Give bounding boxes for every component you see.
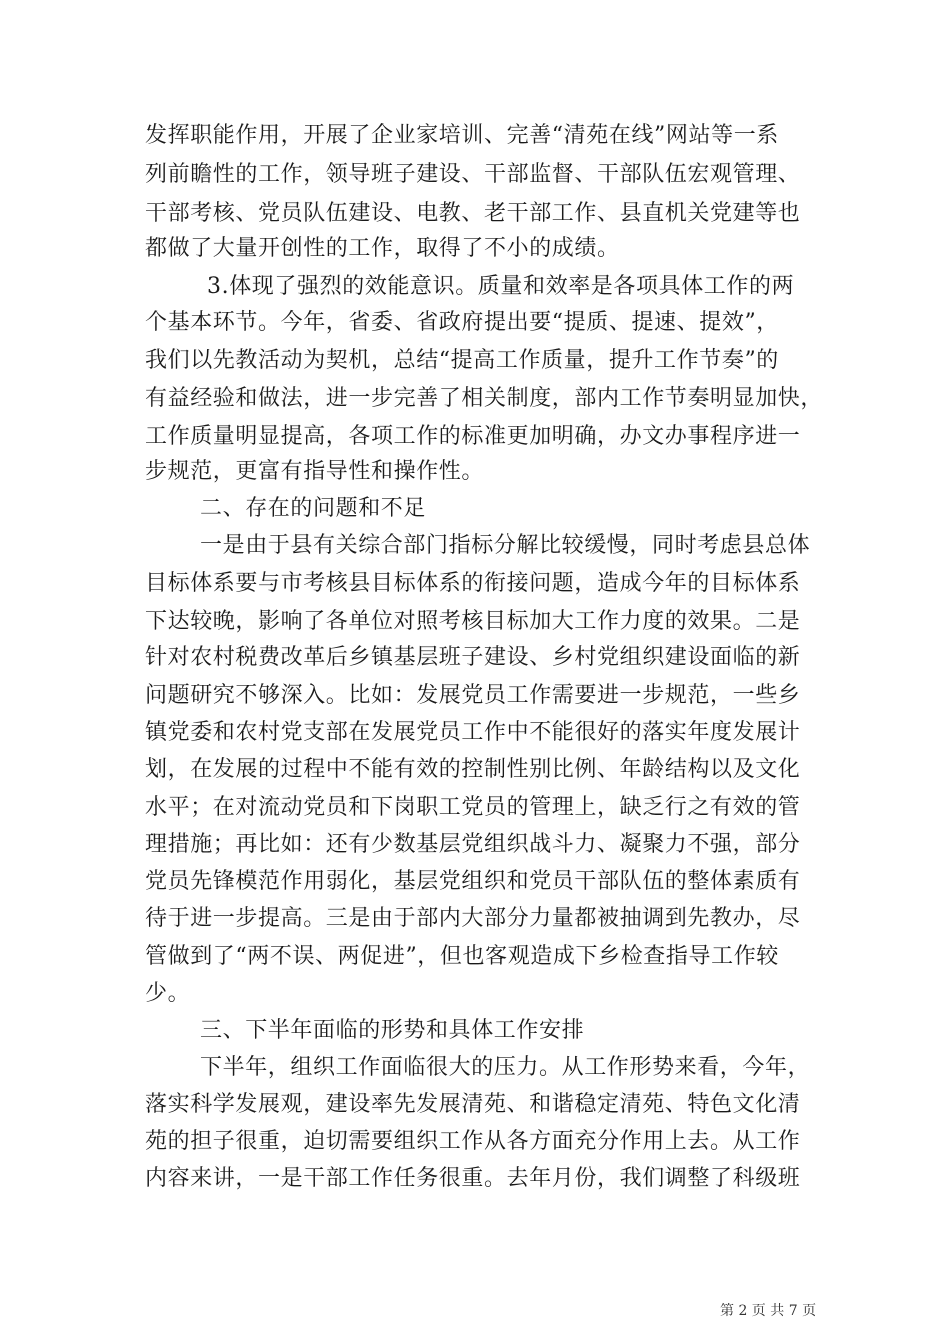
text-line: 个基本环节。今年，省委、省政府提出要“提质、提速、提效”， [145, 310, 779, 335]
text-line: 落实科学发展观，建设率先发展清苑、和谐稳定清苑、特色文化清 [145, 1092, 801, 1117]
page-number: 第 2 页 共 7 页 [720, 1303, 817, 1319]
text-line: 划，在发展的过程中不能有效的控制性别比例、年龄结构以及文化 [145, 757, 801, 782]
text-line: 待于进一步提高。三是由于部内大部分力量都被抽调到先教办，尽 [145, 906, 801, 931]
text-line: 干部考核、党员队伍建设、电教、老干部工作、县直机关党建等也 [145, 201, 801, 226]
text-line: 3.体现了强烈的效能意识。质量和效率是各项具体工作的两 [207, 274, 795, 299]
text-line: 目标体系要与市考核县目标体系的衔接问题，造成今年的目标体系 [145, 571, 801, 596]
text-line: 党员先锋模范作用弱化，基层党组织和党员干部队伍的整体素质有 [145, 869, 801, 894]
text-line: 问题研究不够深入。比如：发展党员工作需要进一步规范，一些乡 [145, 683, 801, 708]
text-line: 我们以先教活动为契机，总结“提高工作质量，提升工作节奏”的 [145, 348, 779, 373]
section-heading: 三、下半年面临的形势和具体工作安排 [200, 1018, 585, 1043]
text-line: 少。 [145, 981, 191, 1006]
text-line: 下半年，组织工作面临很大的压力。从工作形势来看，今年， [200, 1055, 811, 1080]
text-line: 步规范，更富有指导性和操作性。 [145, 459, 485, 484]
text-line: 列前瞻性的工作，领导班子建设、干部监督、干部队伍宏观管理、 [145, 162, 801, 187]
text-line: 一是由于县有关综合部门指标分解比较缓慢，同时考虑县总体 [200, 533, 811, 558]
text-line: 都做了大量开创性的工作，取得了不小的成绩。 [145, 236, 620, 261]
text-line: 镇党委和农村党支部在发展党员工作中不能很好的落实年度发展计 [145, 720, 801, 745]
text-line: 下达较晚，影响了各单位对照考核目标加大工作力度的效果。二是 [145, 609, 801, 634]
text-line: 针对农村税费改革后乡镇基层班子建设、乡村党组织建设面临的新 [145, 645, 801, 670]
text-line: 理措施；再比如：还有少数基层党组织战斗力、凝聚力不强，部分 [145, 832, 801, 857]
text-line: 工作质量明显提高，各项工作的标准更加明确，办文办事程序进一 [145, 424, 801, 449]
text-line: 水平；在对流动党员和下岗职工党员的管理上，缺乏行之有效的管 [145, 795, 801, 820]
text-line: 苑的担子很重，迫切需要组织工作从各方面充分作用上去。从工作 [145, 1129, 801, 1154]
text-line: 有益经验和做法，进一步完善了相关制度，部内工作节奏明显加快， [145, 386, 824, 411]
text-line: 内容来讲，一是干部工作任务很重。去年月份，我们调整了科级班 [145, 1166, 801, 1191]
text-line: 发挥职能作用，开展了企业家培训、完善“清苑在线”网站等一系 [145, 123, 779, 148]
text-line: 管做到了“两不误、两促进”，但也客观造成下乡检查指导工作较 [145, 944, 779, 969]
section-heading: 二、存在的问题和不足 [200, 496, 427, 521]
